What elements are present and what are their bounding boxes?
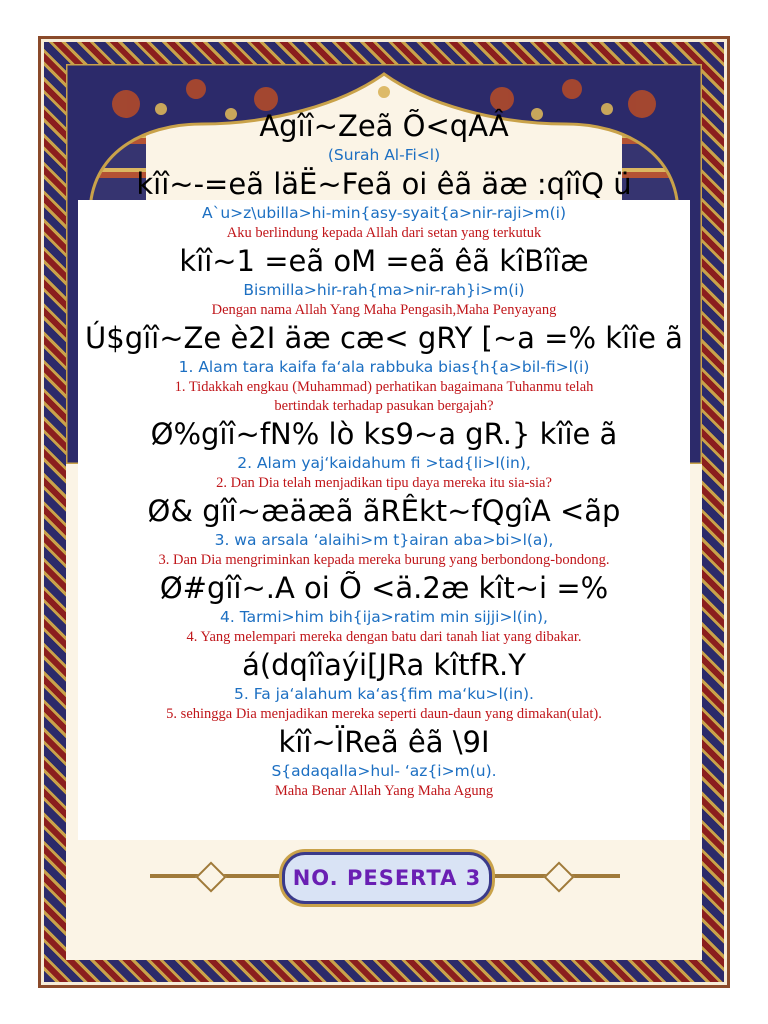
arabic-verse-line: Ú$gîî~Ze è2I äæ cæ< gRY [~a =% kîîe ã — [85, 321, 683, 355]
transliteration-line: 5. Fa ja‘alahum ka‘as{fim ma‘ku>l(in). — [234, 685, 534, 703]
translation-line: bertindak terhadap pasukan bergajah? — [274, 398, 494, 414]
diamond-icon — [195, 861, 226, 892]
participant-number: NO. PESERTA 3 — [292, 866, 482, 890]
translation-line: Maha Benar Allah Yang Maha Agung — [274, 783, 494, 799]
arabic-verse-line: Ø%gîî~fN% lò ks9~a gR.} kîîe ã — [150, 417, 618, 451]
translation-line: Dengan nama Allah Yang Maha Pengasih,Maha Penyayang — [211, 302, 557, 318]
translation-line: 1. Tidakkah engkau (Muhammad) perhatikan bagaimana Tuhanmu telah — [174, 379, 594, 395]
transliteration-line: 3. wa arsala ‘alaihi>m t}airan aba>bi>l(a), — [214, 531, 554, 549]
transliteration-line: 2. Alam yaj‘kaidahum fi >tad{li>l(in), — [237, 454, 531, 472]
translation-line: 4. Yang melempari mereka dengan batu dari tanah liat yang dibakar. — [186, 629, 582, 645]
arabic-verse-line: kîî~ÏReã êã \9I — [278, 725, 490, 759]
translation-line: 5. sehingga Dia menjadikan mereka seperti daun-daun yang dimakan(ulat). — [166, 706, 602, 722]
transliteration-line: 1. Alam tara kaifa fa‘ala rabbuka bias{h{a>bil-fi>l(i) — [178, 358, 590, 376]
arabic-verse-line: á(dqîîaýi[JRa kîtfR.Y — [242, 648, 526, 682]
participant-badge — [282, 852, 492, 904]
transliteration-line: 4. Tarmi>him bih{ija>ratim min sijji>l(in), — [220, 608, 548, 626]
participant-badge-area — [140, 848, 628, 904]
arabic-verse-line: kîî~1 =eã oM =eã êã kîBîîæ — [179, 244, 589, 278]
transliteration-line: S{adaqalla>hul- ‘az{i>m(u). — [271, 762, 497, 780]
arabic-verse-line: kîî~-=eã läË~Feã oi êã äæ :qîîQ ü — [136, 167, 632, 201]
diamond-icon — [543, 861, 574, 892]
transliteration-line: A`u>z\ubilla>hi-min{asy-syait{a>nir-raji>m(i) — [201, 204, 567, 222]
arabic-verse-line: Ø#gîî~.A oi Õ <ä.2æ kît~i =% — [159, 571, 609, 605]
transliteration-line: (Surah Al-Fi<l) — [327, 146, 441, 164]
surah-text — [40, 108, 728, 801]
arabic-verse-line: Ø& gîî~æäæã ãRÊkt~fQgîA <ãp — [147, 494, 621, 528]
translation-line: 2. Dan Dia telah menjadikan tipu daya mereka itu sia-sia? — [216, 475, 552, 491]
translation-line: Aku berlindung kepada Allah dari setan yang terkutuk — [226, 225, 542, 241]
translation-line: 3. Dan Dia mengriminkan kepada mereka burung yang berbondong-bondong. — [158, 552, 610, 568]
transliteration-line: Bismilla>hir-rah{ma>nir-rah}i>m(i) — [243, 281, 525, 299]
arabic-verse-line: Agîî~Zeã Õ<qAÂ — [259, 109, 509, 143]
